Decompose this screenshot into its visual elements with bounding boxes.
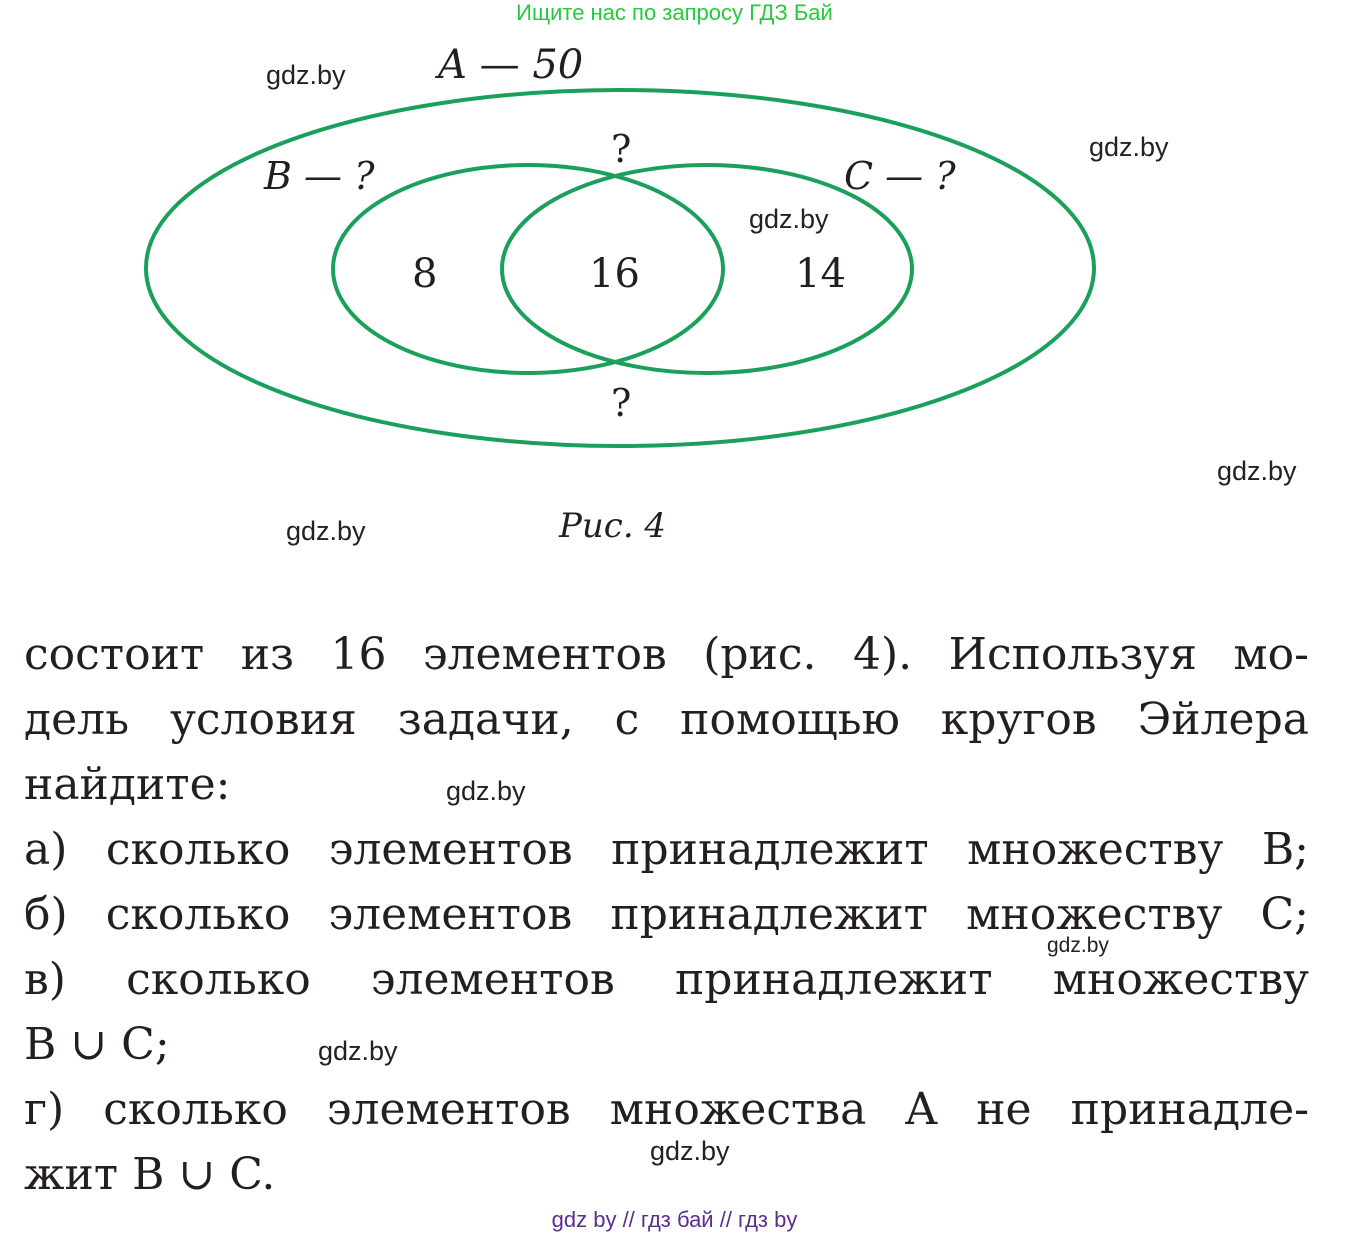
text-line: дель условия задачи, с помощью кругов Эйлера (24, 694, 1309, 745)
search-hint-banner: Ищите нас по запросу ГДЗ Бай (516, 0, 833, 25)
watermark: gdz.by (286, 516, 366, 546)
watermark: gdz.by (1047, 934, 1109, 957)
figure-caption: Рис. 4 (559, 506, 667, 546)
footer-links: gdz by // гдз бай // гдз by (551, 1207, 798, 1232)
watermark: gdz.by (266, 60, 346, 90)
region-BC-value: 16 (589, 251, 640, 297)
question-bottom: ? (611, 381, 632, 425)
item-b: б) сколько элементов принадлежит множеству C; (24, 889, 1309, 940)
watermark: gdz.by (650, 1136, 730, 1166)
watermark: gdz.by (446, 776, 526, 806)
label-B: B — ? (264, 154, 375, 198)
euler-diagram (0, 0, 1349, 600)
question-top: ? (611, 127, 632, 171)
label-A: A — 50 (438, 42, 584, 88)
watermark: gdz.by (749, 204, 829, 234)
item-c: в) сколько элементов принадлежит множеству (24, 954, 1309, 1005)
text-line: жит B ∪ C. (24, 1149, 276, 1200)
item-a: а) сколько элементов принадлежит множеству B; (24, 824, 1309, 875)
region-C-only-value: 14 (795, 251, 846, 297)
watermark: gdz.by (318, 1036, 398, 1066)
watermark: gdz.by (1089, 132, 1169, 162)
text-line: состоит из 16 элементов (рис. 4). Используя мо- (24, 629, 1309, 680)
text-line: B ∪ C; (24, 1019, 170, 1070)
problem-text (24, 622, 1309, 1207)
label-C: C — ? (844, 154, 956, 198)
text-line: найдите: (24, 759, 231, 810)
watermark: gdz.by (1217, 456, 1297, 486)
set-B-ellipse (333, 165, 723, 373)
region-B-only-value: 8 (412, 251, 438, 297)
item-d: г) сколько элементов множества A не принадле- (24, 1084, 1309, 1135)
